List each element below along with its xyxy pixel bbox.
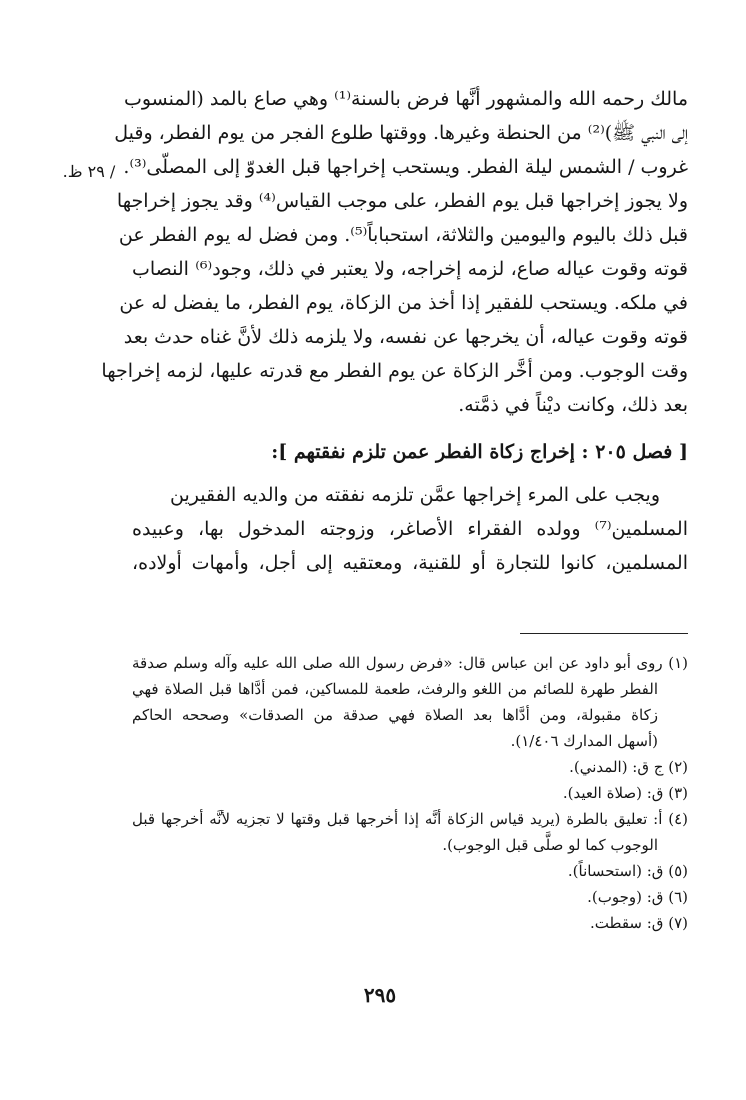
footnote-line: (٧) ق: سقطت. xyxy=(590,914,688,932)
section-heading: [ فصل ٢٠٥ : إخراج زكاة الفطر عمن تلزم نفقتهم ]: xyxy=(271,441,688,463)
text-line: غروب / الشمس ليلة الفطر. ويستحب إخراجها قبل الغدوّ إلى المصلّى⁽³⁾. xyxy=(123,156,688,178)
footnote-line: زكاة مقبولة، ومن أدَّاها بعد الصلاة فهي صدقة من الصدقات» وصححه الحاكم xyxy=(132,706,658,724)
footnote-line: (٢) ج ق: (المدني). xyxy=(569,758,688,776)
page-number: ٢٩٥ xyxy=(363,983,397,1007)
main-text-block-continued xyxy=(132,478,688,580)
text-line: قوته وقوت عياله صاع، لزمه إخراجه، ولا يعتبر في ذلك، وجود⁽⁶⁾ النصاب xyxy=(132,258,688,280)
margin-folio-note: / ٢٩ ظ. xyxy=(62,162,116,181)
text-line: ولا يجوز إخراجها قبل يوم الفطر، على موجب القياس⁽⁴⁾ وقد يجوز إخراجها xyxy=(116,190,688,212)
text-line: قبل ذلك باليوم واليومين والثلاثة، استحباباً⁽⁵⁾. ومن فضل له يوم الفطر عن xyxy=(118,224,688,246)
footnote-separator xyxy=(520,633,688,634)
text-line: المسلمين⁽⁷⁾ وولده الفقراء الأصاغر، وزوجته المدخول بها، وعبيده xyxy=(132,518,688,540)
text-line: المسلمين، كانوا للتجارة أو للقنية، ومعتقيه إلى أجل، وأمهات أولاده، xyxy=(132,552,688,574)
text-line: في ملكه. ويستحب للفقير إذا أخذ من الزكاة، يوم الفطر، ما يفضل له عن xyxy=(119,292,688,314)
footnote-line: (٤) أ: تعليق بالطرة (يريد قياس الزكاة أنَّه إذا أخرجها قبل وقتها لا تجزيه لأنَّه أخرجها قبل xyxy=(132,810,688,828)
text-line: ويجب على المرء إخراجها عمَّن تلزمه نفقته من والديه الفقيرين xyxy=(170,484,660,506)
footnote-line: (٦) ق: (وجوب). xyxy=(587,888,688,906)
text-line: بعد ذلك، وكانت ديْناً في ذمَّته. xyxy=(458,394,688,416)
text-line: قوته وقوت عياله، أن يخرجها عن نفسه، ولا يلزمه ذلك لأنَّ غناه حدث بعد xyxy=(123,326,688,348)
footnote-line: (١) روى أبو داود عن ابن عباس قال: «فرض رسول الله صلى الله عليه وآله وسلم صدقة xyxy=(132,654,688,672)
main-text-block xyxy=(101,82,688,422)
text-line: مالك رحمه الله والمشهور أنَّها فرض بالسنة⁽¹⁾ وهي صاع بالمد (المنسوب xyxy=(123,88,688,110)
text-line: إلى النبي ﷺ)⁽²⁾ من الحنطة وغيرها. ووقتها طلوع الفجر من يوم الفطر، وقيل xyxy=(114,122,688,144)
footnote-line: الوجوب كما لو صلَّى قبل الوجوب). xyxy=(442,836,658,854)
footnote-line: الفطر طهرة للصائم من اللغو والرفث، طعمة للمساكين، فمن أدَّاها قبل الصلاة فهي xyxy=(132,680,658,698)
footnotes-block xyxy=(132,650,688,936)
footnote-line: (٥) ق: (استحساناً). xyxy=(567,862,688,880)
footnote-line: (٣) ق: (صلاة العيد). xyxy=(562,784,688,802)
footnote-line: (أسهل المدارك ١/٤٠٦). xyxy=(510,732,658,750)
text-line: وقت الوجوب. ومن أخَّر الزكاة عن يوم الفطر مع قدرته عليها، لزمه إخراجها xyxy=(101,360,688,382)
